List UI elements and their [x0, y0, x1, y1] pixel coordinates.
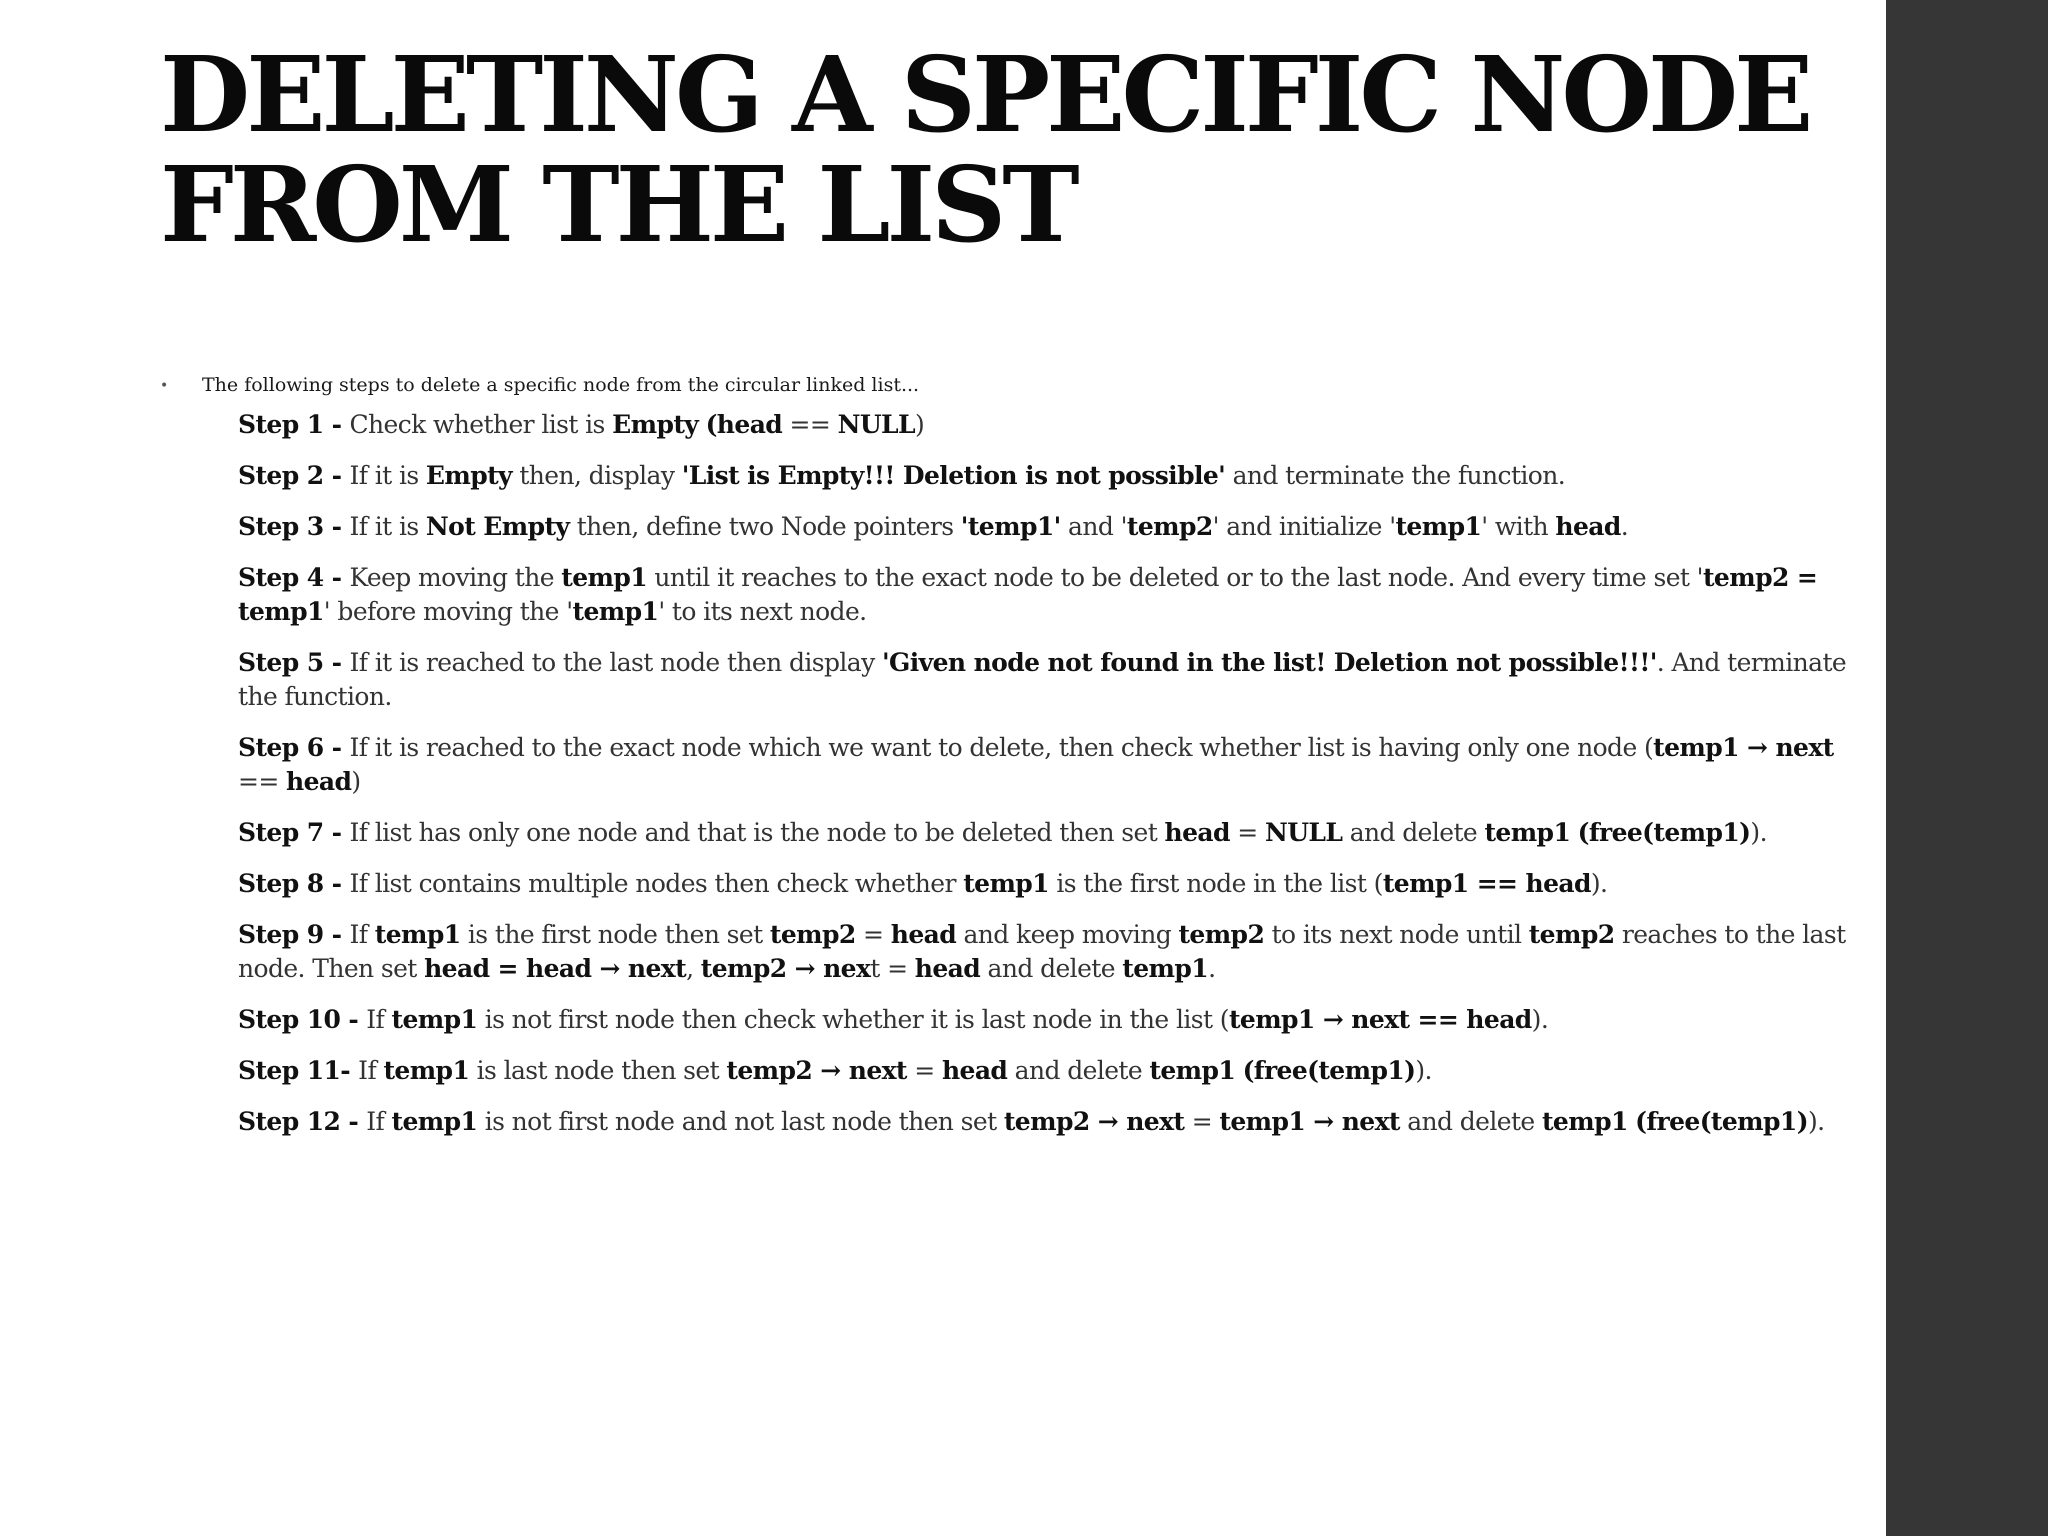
- step-text-bold: Step 10 -: [238, 1005, 367, 1034]
- step-text-bold: Step 2 -: [238, 461, 350, 490]
- step-text-bold: head: [941, 1056, 1008, 1085]
- step-3: [238, 510, 1878, 544]
- step-text: and delete: [1007, 1056, 1150, 1085]
- step-text: ): [351, 767, 361, 796]
- step-7: [238, 816, 1878, 850]
- slide-title: [160, 33, 1810, 266]
- step-text-bold: Step 6 -: [238, 733, 350, 762]
- step-text: ).: [1531, 1005, 1549, 1034]
- step-text-bold: temp2 = temp1: [238, 563, 1818, 626]
- step-text: ' with: [1481, 512, 1556, 541]
- step-text-bold: temp1 → next: [1219, 1107, 1400, 1136]
- step-text-bold: temp2 → nex: [700, 954, 871, 983]
- slide-title-line-2: FROM THE LIST: [160, 143, 1076, 266]
- step-text-bold: temp1: [572, 597, 659, 626]
- step-text-bold: temp1 → next: [1653, 733, 1834, 762]
- step-text: If list contains multiple nodes then check whether: [349, 869, 964, 898]
- step-text-bold: temp1: [374, 920, 461, 949]
- step-6: [238, 731, 1878, 799]
- step-text-bold: temp2: [1178, 920, 1265, 949]
- step-text: If it is: [349, 461, 426, 490]
- step-text: =: [1184, 1107, 1220, 1136]
- step-text-bold: Step 1 -: [238, 410, 350, 439]
- step-text: ): [914, 410, 925, 439]
- step-text: [1235, 1056, 1242, 1085]
- step-text-bold: Step 3 -: [238, 512, 350, 541]
- intro-text: The following steps to delete a specific node from the circular linked list...: [202, 374, 920, 396]
- step-text: =: [1229, 818, 1265, 847]
- step-text: [698, 410, 705, 439]
- step-text-bold: Not Empty: [425, 512, 570, 541]
- step-text-bold: temp1: [383, 1056, 470, 1085]
- step-text-bold: Empty: [425, 461, 512, 490]
- step-text: and ': [1060, 512, 1127, 541]
- step-text: . And terminate the function.: [238, 648, 1847, 711]
- step-text-bold: temp1: [1395, 512, 1482, 541]
- step-text-bold: temp2 → next: [1003, 1107, 1185, 1136]
- step-text-bold: Step 4 -: [238, 563, 350, 592]
- step-text: and keep moving: [956, 920, 1179, 949]
- step-text: If it is reached to the exact node which we want to delete, then check whether list is having only one node (: [349, 733, 1654, 762]
- step-text: ).: [1807, 1107, 1825, 1136]
- step-text: to its next node until: [1264, 920, 1529, 949]
- step-8: [238, 867, 1878, 901]
- step-text: ' before moving the ': [323, 597, 573, 626]
- step-text-bold: temp2: [1528, 920, 1615, 949]
- step-text-bold: temp1 → next == head: [1228, 1005, 1532, 1034]
- step-text-bold: temp1 == head: [1382, 869, 1591, 898]
- step-text: If: [358, 1056, 384, 1085]
- step-text: is not first node then check whether it is last node in the list (: [477, 1005, 1229, 1034]
- step-2: [238, 459, 1878, 493]
- step-text-bold: 'temp1': [960, 512, 1061, 541]
- step-text: =: [906, 1056, 942, 1085]
- step-text-bold: temp1: [1149, 1056, 1236, 1085]
- step-text: and delete: [1342, 818, 1485, 847]
- step-text-bold: Step 8 -: [238, 869, 350, 898]
- steps-list: [238, 408, 1878, 1156]
- step-text-bold: head: [1164, 818, 1230, 847]
- step-text-bold: head = head → next: [424, 954, 687, 983]
- step-text: is last node then set: [469, 1056, 727, 1085]
- step-text: If list has only one node and that is the node to be deleted then set: [349, 818, 1165, 847]
- step-text: If: [349, 920, 375, 949]
- step-text-bold: (free(temp1): [1635, 1107, 1808, 1136]
- step-text-bold: Step 12 -: [238, 1107, 367, 1136]
- step-10: [238, 1003, 1878, 1037]
- step-text: ' and initialize ': [1212, 512, 1396, 541]
- step-text-bold: NULL: [1264, 818, 1343, 847]
- step-text: ==: [782, 410, 838, 439]
- step-text-bold: temp1: [391, 1107, 478, 1136]
- step-text: and delete: [1399, 1107, 1542, 1136]
- step-text-bold: temp2 → next: [726, 1056, 907, 1085]
- step-text: If: [366, 1005, 392, 1034]
- step-text-bold: head: [1555, 512, 1621, 541]
- step-text: If it is: [349, 512, 426, 541]
- step-text-bold: Empty: [612, 410, 699, 439]
- step-text-bold: Step 5 -: [238, 648, 350, 677]
- step-text: .: [1620, 512, 1629, 541]
- step-text-bold: temp1: [1484, 818, 1571, 847]
- step-text-bold: temp2: [769, 920, 856, 949]
- step-text: ).: [1590, 869, 1608, 898]
- step-text: is not first node and not last node then set: [477, 1107, 1004, 1136]
- step-text: Check whether list is: [349, 410, 613, 439]
- slide-title-line-1: DELETING A SPECIFIC NODE: [160, 33, 1810, 156]
- step-text-bold: Step 11-: [238, 1056, 359, 1085]
- step-text-bold: temp2: [1126, 512, 1213, 541]
- step-text-bold: (free(temp1): [1242, 1056, 1416, 1085]
- step-text-bold: temp1: [1122, 954, 1209, 983]
- step-text: If it is reached to the last node then display: [349, 648, 882, 677]
- step-text: ' to its next node.: [658, 597, 867, 626]
- step-text-bold: Step 7 -: [238, 818, 350, 847]
- step-text-bold: 'List is Empty!!! Deletion is not possible': [681, 461, 1226, 490]
- step-text-bold: head: [914, 954, 981, 983]
- step-text: ).: [1415, 1056, 1432, 1085]
- step-text: =: [855, 920, 891, 949]
- step-text-bold: head: [890, 920, 957, 949]
- step-5: [238, 646, 1878, 714]
- step-text-bold: (free(temp1): [1577, 818, 1751, 847]
- step-text-bold: temp1: [391, 1005, 478, 1034]
- step-text-bold: temp1: [963, 869, 1049, 898]
- step-text: Keep moving the: [349, 563, 562, 592]
- step-text: ,: [686, 954, 701, 983]
- step-text-bold: Step 9 -: [238, 920, 350, 949]
- step-text-bold: (head: [705, 410, 783, 439]
- step-text: reaches to the last node. Then set: [238, 920, 1846, 983]
- step-text-bold: head: [286, 767, 352, 796]
- step-text: and terminate the function.: [1225, 461, 1566, 490]
- step-text: is the first node then set: [460, 920, 770, 949]
- step-text: until it reaches to the exact node to be deleted or to the last node. And every time set ': [647, 563, 1703, 592]
- step-text-bold: NULL: [837, 410, 915, 439]
- step-12: [238, 1105, 1878, 1139]
- step-text: .: [1208, 954, 1216, 983]
- step-text: ).: [1750, 818, 1767, 847]
- step-text: then, display: [512, 461, 682, 490]
- step-text: ==: [238, 767, 287, 796]
- step-11: [238, 1054, 1878, 1088]
- step-1: [238, 408, 1878, 442]
- step-text-bold: temp1: [561, 563, 648, 592]
- bullet-icon: •: [160, 378, 169, 394]
- step-9: [238, 918, 1878, 986]
- step-text: [1570, 818, 1577, 847]
- step-4: [238, 561, 1878, 629]
- step-text: If: [366, 1107, 392, 1136]
- step-text-bold: temp1: [1541, 1107, 1628, 1136]
- step-text: and delete: [980, 954, 1123, 983]
- step-text: then, define two Node pointers: [569, 512, 961, 541]
- side-bar: [1886, 0, 2048, 1536]
- step-text: is the first node in the list (: [1048, 869, 1383, 898]
- step-text-bold: 'Given node not found in the list! Deletion not possible!!!': [881, 648, 1657, 677]
- step-text: t =: [870, 954, 915, 983]
